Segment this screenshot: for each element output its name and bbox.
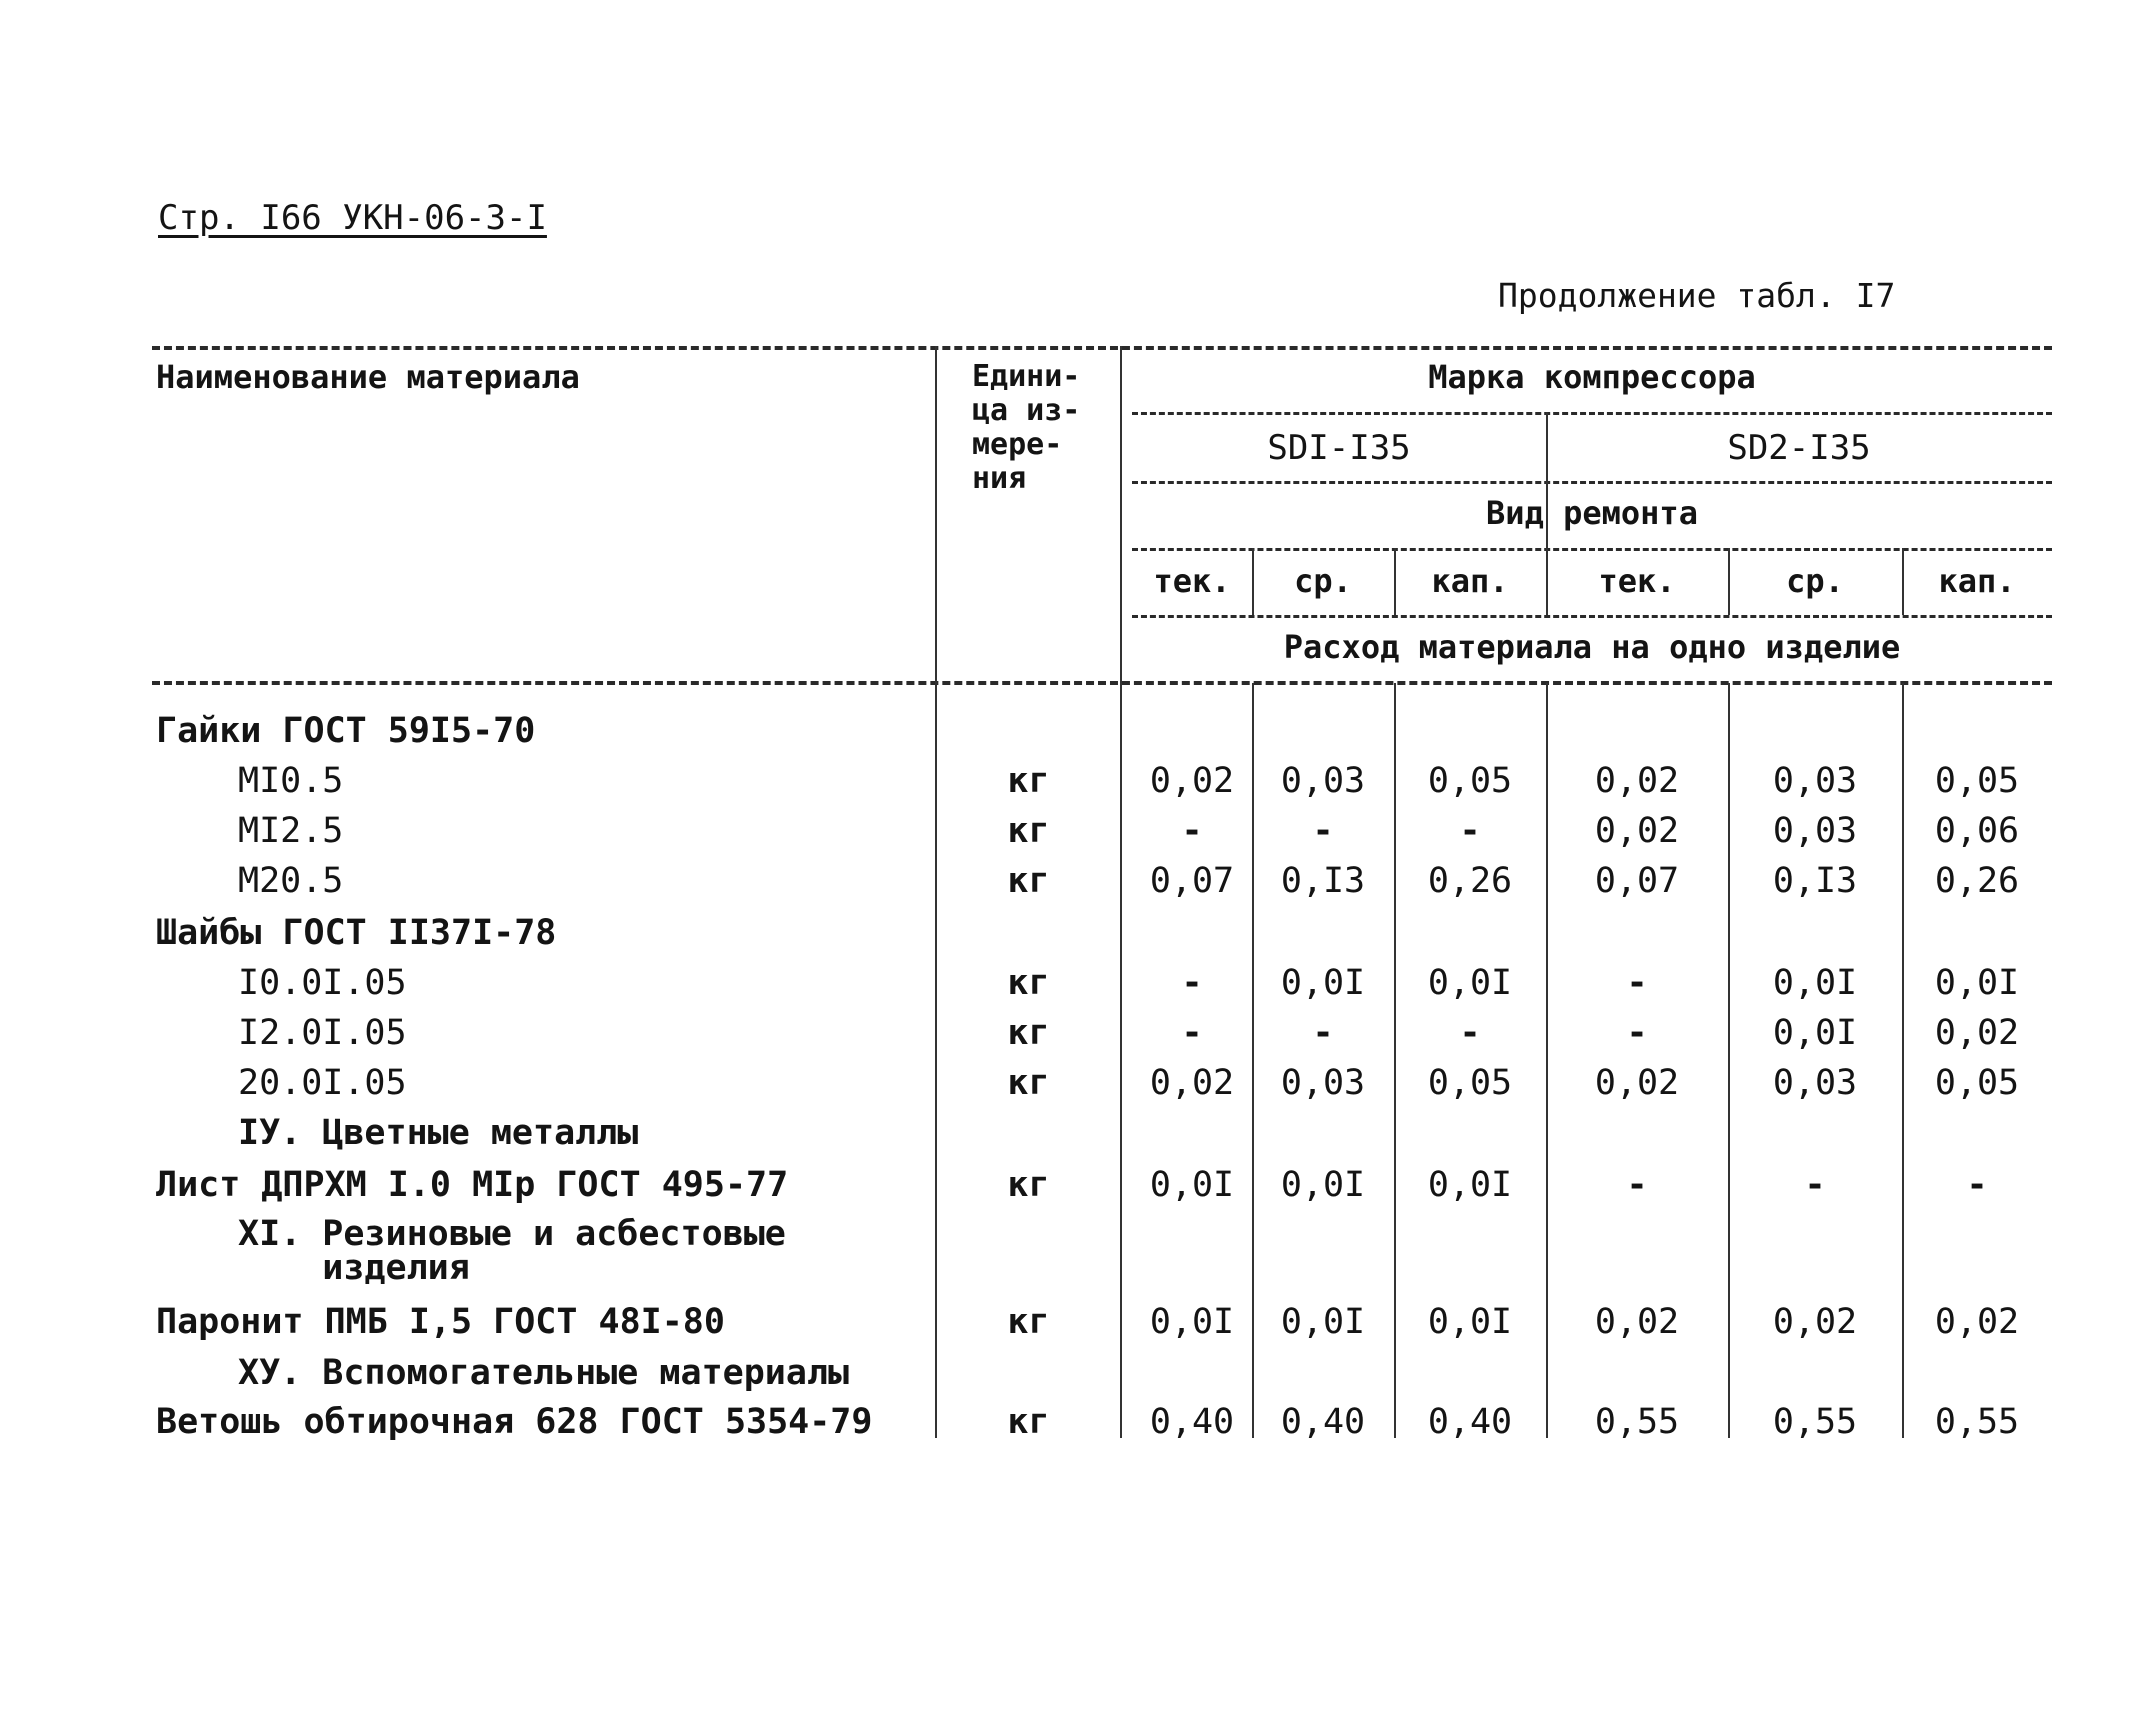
value-cell: 0,0I	[1149, 1165, 1235, 1205]
value-cell: 0,02	[1594, 761, 1680, 801]
unit-cell: кг	[1007, 811, 1050, 851]
material-name: Шайбы ГОСТ II37I-78	[156, 913, 557, 953]
value-cell: 0,55	[1934, 1402, 2020, 1442]
table-row	[0, 909, 2148, 957]
material-name: Гайки ГОСТ 59I5-70	[156, 711, 536, 751]
table-row	[0, 707, 2148, 755]
unit-cell: кг	[1007, 861, 1050, 901]
header-col-kap-2: кап.	[1938, 562, 2016, 600]
header-model-1: SDI-I35	[1267, 428, 1411, 468]
value-cell: -	[1181, 963, 1203, 1003]
header-col-sr-1: ср.	[1294, 562, 1352, 600]
value-cell: 0,02	[1149, 1063, 1235, 1103]
value-cell: -	[1966, 1165, 1988, 1205]
header-rule-cols	[1132, 615, 2052, 618]
material-name: 20.0I.05	[238, 1063, 407, 1103]
value-cell: 0,03	[1772, 761, 1858, 801]
value-cell: 0,05	[1427, 1063, 1513, 1103]
material-name: I0.0I.05	[238, 963, 407, 1003]
value-cell: 0,40	[1149, 1402, 1235, 1442]
material-name: ХУ. Вспомогательные материалы	[238, 1353, 850, 1393]
unit-cell: кг	[1007, 1302, 1050, 1342]
material-name: XI. Резиновые и асбестовые изделия	[238, 1214, 786, 1288]
table-row	[0, 1398, 2148, 1446]
value-cell: 0,02	[1772, 1302, 1858, 1342]
value-cell: 0,0I	[1772, 1013, 1858, 1053]
header-col-tek-2: тек.	[1598, 562, 1676, 600]
value-cell: 0,02	[1594, 1302, 1680, 1342]
page-reference: Стр. I66 УКН-06-3-I	[158, 198, 547, 238]
unit-cell: кг	[1007, 963, 1050, 1003]
value-cell: 0,0I	[1772, 963, 1858, 1003]
value-cell: 0,0I	[1280, 1165, 1366, 1205]
table-row	[0, 1009, 2148, 1057]
unit-cell: кг	[1007, 1013, 1050, 1053]
value-cell: -	[1181, 1013, 1203, 1053]
table-row	[0, 1349, 2148, 1397]
value-cell: -	[1626, 1013, 1648, 1053]
table-row	[0, 757, 2148, 805]
header-rule-repair	[1132, 548, 2052, 551]
value-cell: 0,55	[1772, 1402, 1858, 1442]
value-cell: -	[1626, 1165, 1648, 1205]
value-cell: 0,05	[1934, 1063, 2020, 1103]
header-model-2: SD2-I35	[1727, 428, 1871, 468]
value-cell: -	[1459, 811, 1481, 851]
material-name: Паронит ПМБ I,5 ГОСТ 48I-80	[156, 1302, 725, 1342]
material-name: МI0.5	[238, 761, 344, 801]
value-cell: 0,0I	[1427, 963, 1513, 1003]
table-row	[0, 1059, 2148, 1107]
header-col-kap-1: кап.	[1431, 562, 1509, 600]
table-continuation-label: Продолжение табл. I7	[1498, 276, 1896, 315]
value-cell: 0,07	[1594, 861, 1680, 901]
table-row	[0, 1298, 2148, 1346]
material-name: Лист ДПРХМ I.0 МIр ГОСТ 495-77	[156, 1165, 789, 1205]
header-rule-brand	[1132, 412, 2052, 415]
value-cell: 0,03	[1772, 1063, 1858, 1103]
value-cell: 0,26	[1427, 861, 1513, 901]
table-header-bottom-rule	[152, 681, 2052, 685]
value-cell: 0,02	[1594, 811, 1680, 851]
material-name: Ветошь обтирочная 628 ГОСТ 5354-79	[156, 1402, 873, 1442]
table-row	[0, 959, 2148, 1007]
header-col-sr-2: ср.	[1786, 562, 1844, 600]
value-cell: 0,02	[1594, 1063, 1680, 1103]
value-cell: -	[1312, 1013, 1334, 1053]
value-cell: 0,55	[1594, 1402, 1680, 1442]
value-cell: 0,05	[1427, 761, 1513, 801]
value-cell: 0,03	[1772, 811, 1858, 851]
value-cell: -	[1459, 1013, 1481, 1053]
value-cell: 0,0I	[1149, 1302, 1235, 1342]
value-cell: 0,0I	[1427, 1302, 1513, 1342]
table-row	[0, 807, 2148, 855]
value-cell: -	[1626, 963, 1648, 1003]
value-cell: 0,03	[1280, 761, 1366, 801]
material-name: IУ. Цветные металлы	[238, 1113, 639, 1153]
value-cell: 0,0I	[1280, 1302, 1366, 1342]
value-cell: 0,02	[1934, 1013, 2020, 1053]
header-material-name: Наименование материала	[156, 358, 580, 396]
value-cell: -	[1312, 811, 1334, 851]
value-cell: 0,02	[1934, 1302, 2020, 1342]
value-cell: -	[1181, 811, 1203, 851]
header-consumption: Расход материала на одно изделие	[1283, 628, 1901, 666]
material-name: I2.0I.05	[238, 1013, 407, 1053]
unit-cell: кг	[1007, 1063, 1050, 1103]
table-top-rule	[152, 346, 2052, 350]
value-cell: 0,0I	[1280, 963, 1366, 1003]
value-cell: 0,0I	[1427, 1165, 1513, 1205]
value-cell: 0,03	[1280, 1063, 1366, 1103]
unit-cell: кг	[1007, 1165, 1050, 1205]
value-cell: 0,0I	[1934, 963, 2020, 1003]
value-cell: 0,I3	[1772, 861, 1858, 901]
header-repair-type: Вид ремонта	[1486, 494, 1698, 532]
value-cell: 0,06	[1934, 811, 2020, 851]
value-cell: 0,02	[1149, 761, 1235, 801]
header-compressor-brand: Марка компрессора	[1428, 358, 1756, 396]
table-row	[0, 1161, 2148, 1209]
value-cell: 0,40	[1427, 1402, 1513, 1442]
value-cell: 0,07	[1149, 861, 1235, 901]
value-cell: 0,I3	[1280, 861, 1366, 901]
table-row	[0, 1109, 2148, 1157]
value-cell: -	[1804, 1165, 1826, 1205]
table-row	[0, 857, 2148, 905]
unit-cell: кг	[1007, 761, 1050, 801]
header-rule-models	[1132, 481, 2052, 484]
value-cell: 0,26	[1934, 861, 2020, 901]
material-name: М20.5	[238, 861, 344, 901]
value-cell: 0,40	[1280, 1402, 1366, 1442]
material-name: МI2.5	[238, 811, 344, 851]
header-col-tek-1: тек.	[1153, 562, 1231, 600]
header-unit: Едини- ца из- мере- ния	[972, 359, 1081, 496]
unit-cell: кг	[1007, 1402, 1050, 1442]
table-row	[0, 1211, 2148, 1288]
value-cell: 0,05	[1934, 761, 2020, 801]
